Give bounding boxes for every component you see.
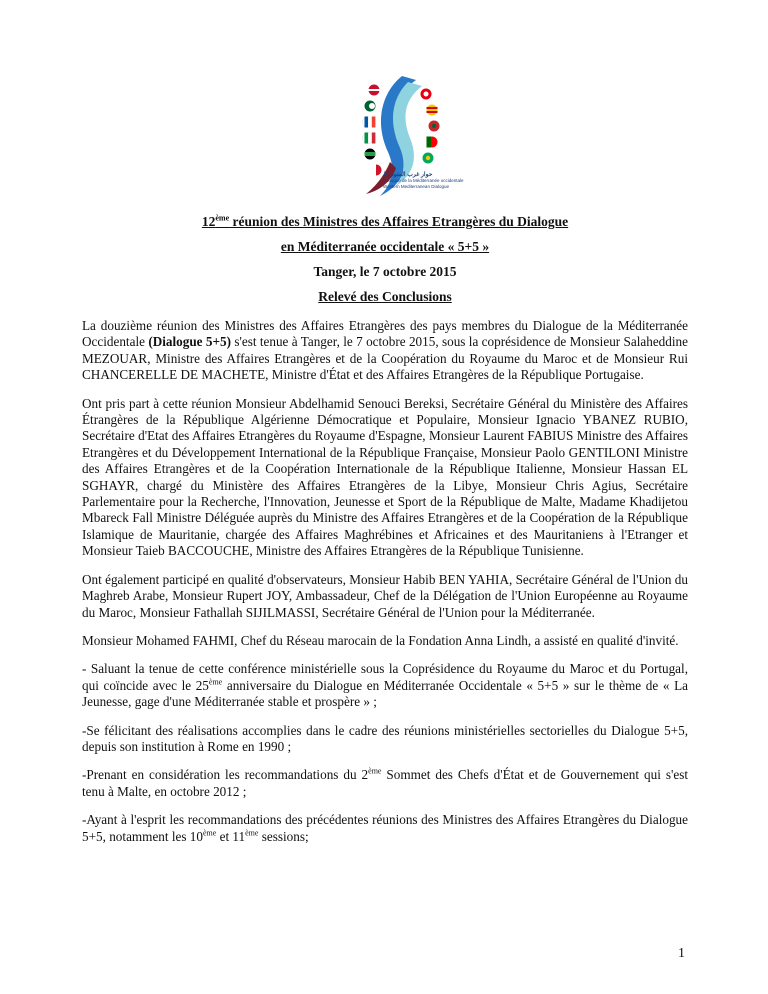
paragraph-saluant-text-b: anniversaire du Dialogue en Méditerranée Occidentale « 5+5 » sur le thème de « La Jeunesse, gage d'une Méditerranée stable et prospère » ; (82, 677, 688, 710)
paragraph-opening (82, 318, 688, 384)
paragraph-felicitant: -Se félicitant des réalisations accomplies dans le cadre des réunions ministérielles sectorielles du Dialogue 5+5, depuis son institution à Rome en 1990 ; (82, 722, 688, 754)
paragraph-opening-text-a: La douzième réunion des Ministres des Affaires Etrangères des pays membres du Dialogue de la Méditerranée Occidentale (82, 318, 688, 350)
title-line-1-text: réunion des Ministres des Affaires Etrangères du Dialogue (229, 214, 569, 229)
paragraph-ayant-text-a: -Ayant à l'esprit les recommandations des précédentes réunions des Ministres des Affaires Etrangères du Dialogue 5+5, notamment les 10 (82, 812, 688, 844)
title-line-1 (82, 214, 688, 230)
paragraph-prenant-text-a: -Prenant en considération les recommandations du 2 (82, 767, 369, 783)
logo-arabic-text: حوار غرب المتوسط (383, 172, 433, 178)
page-number: 1 (678, 946, 685, 961)
paragraph-ayant-sup-1: ème (202, 828, 217, 838)
paragraph-ayant-text-b: et 11 (216, 828, 246, 844)
paragraph-prenant-text-b: Sommet des Chefs d'État et de Gouvernement qui s'est tenu à Malte, en octobre 2012 ; (82, 767, 688, 799)
title-conclusions: Relevé des Conclusions (318, 289, 452, 304)
paragraph-opening-text-b: s'est tenue à Tanger, le 7 octobre 2015, sous la coprésidence de Monsieur Salaheddine MEZOUAR, Ministre des Affaires Etrangères et de la Coopération du Royaume du Maroc et de Monsieur Rui CHANCERELLE DE MACHETE, Ministre d'État et des Affaires Etrangères de la République Portugaise. (82, 334, 688, 383)
paragraph-prenant (82, 767, 688, 800)
paragraph-ayant-text-c: sessions; (258, 828, 309, 844)
logo-caption (383, 172, 483, 190)
paragraph-guest: Monsieur Mohamed FAHMI, Chef du Réseau marocain de la Fondation Anna Lindh, a assisté en qualité d'invité. (82, 632, 679, 648)
paragraph-saluant-text-a: - Saluant la tenue de cette conférence ministérielle sous la Coprésidence du Royaume du Maroc et du Portugal, qui coïncide avec le 25 (82, 661, 688, 693)
paragraph-observers: Ont également participé en qualité d'observateurs, Monsieur Habib BEN YAHIA, Secrétaire Général de l'Union du Maghreb Arabe, Monsieur Rupert JOY, Ambassadeur, Chef de la Délégation de l'Union Européenne au Royaume du Maroc, Monsieur Fathallah SIJILMASSI, Secrétaire Général de l'Union pour la Méditerranée. (82, 571, 688, 620)
paragraph-prenant-sup: ème (368, 766, 382, 776)
logo-caption-line-2: Western Mediterranean Dialogue (383, 184, 449, 189)
document-body (82, 318, 688, 857)
title-place-date: Tanger, le 7 octobre 2015 (313, 264, 457, 279)
title-ordinal-number: 12 (201, 214, 216, 229)
paragraph-saluant-sup: ème (208, 677, 223, 687)
paragraph-ayant (82, 812, 688, 845)
paragraph-ayant-sup-2: ème (245, 828, 259, 838)
paragraph-participants: Ont pris part à cette réunion Monsieur Abdelhamid Senouci Bereksi, Secrétaire Général du Ministère des Affaires Étrangères de la République Algérienne Démocratique et Populaire, Monsieur Ignacio YBANEZ RUBIO, Secrétaire d'Etat des Affaires Etrangères du Royaume d'Espagne, Monsieur Laurent FABIUS Ministre des Affaires Etrangères et du Développement International de la République Française, Monsieur Paolo GENTILONI Ministre des Affaires Etrangères et de la Coopération Internationale de la République Italienne, Monsieur Hassan EL SGHAYR, chargé du Ministère des Affaires Etrangères de la Libye, Monsieur Chris Agius, Secrétaire Parlementaire pour la Recherche, l'Innovation, Jeunesse et Sport de la République de Malte, Madame Khadijetou Mbareck Fall Ministre Déléguée auprès du Ministre des Affaires Etrangères et de la Coopération de la République Islamique de Mauritanie, chargée des Affaires Maghrébines et Africaines et des Mauritaniens à l'Etranger et Monsieur Taieb BACCOUCHE, Ministre des Affaires Etrangères de la République Tunisienne. (82, 395, 688, 559)
logo-caption-line-1: Dialogue de la Méditerranée occidentale (383, 178, 464, 183)
title-line-2: en Méditerranée occidentale « 5+5 » (280, 239, 490, 254)
title-ordinal-suffix: ème (215, 213, 230, 223)
dialogue-bold-label: (Dialogue 5+5) (148, 334, 231, 350)
title-block (82, 214, 688, 314)
paragraph-saluant (82, 661, 688, 710)
